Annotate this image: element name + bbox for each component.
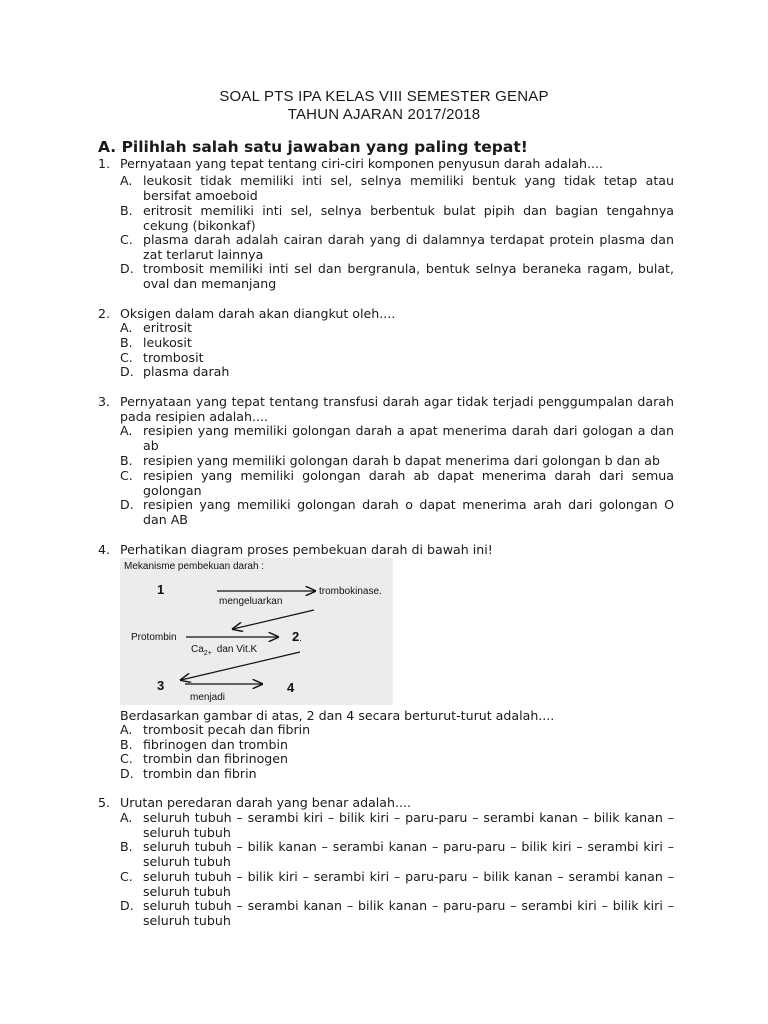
option-text: trombin dan fibrin <box>143 766 257 781</box>
arrow-4 <box>181 652 300 680</box>
option-letter: D. <box>120 261 134 276</box>
option-letter: C. <box>120 350 133 365</box>
diagram-label-protombin: Protombin <box>131 632 177 643</box>
diagram-label-2: 2. <box>292 629 302 644</box>
option-text: seluruh tubuh – serambi kiri – bilik kiri – paru-paru – serambi kanan – bilik kanan – seluruh tubuh <box>143 810 674 840</box>
option-letter: D. <box>120 898 134 913</box>
page-title-line1: SOAL PTS IPA KELAS VIII SEMESTER GENAP <box>219 88 549 105</box>
question-number: 4. <box>98 542 111 557</box>
option-letter: B. <box>120 737 133 752</box>
question-text: Pernyataan yang tepat tentang transfusi darah agar tidak terjadi penggumpalan darah pada resipien adalah.... <box>120 394 674 424</box>
question-number: 3. <box>98 394 111 409</box>
option-letter: C. <box>120 751 133 766</box>
diagram-svg <box>120 558 393 705</box>
option-letter: B. <box>120 335 133 350</box>
option-text: eritrosit memiliki inti sel, selnya berbentuk bulat pipih dan bagian tengahnya cekung (bikonkaf) <box>143 203 674 233</box>
option-letter: D. <box>120 497 134 512</box>
diagram-label-1: 1 <box>157 582 165 597</box>
option-text: plasma darah adalah cairan darah yang di dalamnya terdapat protein plasma dan zat terlarut lainnya <box>143 232 674 262</box>
question-text: Pernyataan yang tepat tentang ciri-ciri komponen penyusun darah adalah.... <box>120 156 604 171</box>
option-text: trombosit <box>143 350 204 365</box>
option-letter: C. <box>120 468 133 483</box>
question-number: 2. <box>98 306 111 321</box>
option-letter: B. <box>120 453 133 468</box>
question-followup-text: Berdasarkan gambar di atas, 2 dan 4 secara berturut-turut adalah.... <box>120 708 555 723</box>
option-text: trombin dan fibrinogen <box>143 751 289 766</box>
option-letter: B. <box>120 839 133 854</box>
page-title-line2: TAHUN AJARAN 2017/2018 <box>287 106 481 123</box>
option-letter: C. <box>120 232 133 247</box>
option-letter: C. <box>120 869 133 884</box>
option-letter: D. <box>120 766 134 781</box>
diagram-label-mengeluarkan: mengeluarkan <box>219 596 283 607</box>
option-letter: A. <box>120 423 133 438</box>
blood-clotting-diagram <box>120 558 393 705</box>
option-text: plasma darah <box>143 364 230 379</box>
option-letter: A. <box>120 320 133 335</box>
option-text: resipien yang memiliki golongan darah ab dapat menerima darah dari semua golongan <box>143 468 674 498</box>
question-text: Oksigen dalam darah akan diangkut oleh.... <box>120 306 396 321</box>
diagram-label-menjadi: menjadi <box>190 692 226 703</box>
diagram-label-3: 3 <box>157 678 165 693</box>
option-letter: A. <box>120 810 133 825</box>
option-text: resipien yang memiliki golongan darah a apat menerima darah dari gologan a dan ab <box>143 423 674 453</box>
question-text: Urutan peredaran darah yang benar adalah.... <box>120 795 412 810</box>
diagram-label-calcium: $Ca_{2+}$ dan Vit.K <box>191 644 258 657</box>
diagram-title: Mekanisme pembekuan darah : <box>124 561 265 572</box>
option-letter: A. <box>120 722 133 737</box>
option-letter: D. <box>120 364 134 379</box>
option-letter: A. <box>120 173 133 188</box>
diagram-label-trombokinase: trombokinase. <box>319 586 382 597</box>
option-letter: B. <box>120 203 133 218</box>
option-text: trombosit memiliki inti sel dan bergranula, bentuk selnya beraneka ragam, bulat, oval dan memanjang <box>143 261 674 291</box>
option-text: seluruh tubuh – bilik kanan – serambi kanan – paru-paru – bilik kiri – serambi kiri – seluruh tubuh <box>143 839 674 869</box>
diagram-label-4: 4 <box>287 680 295 695</box>
section-heading: A. Pilihlah salah satu jawaban yang paling tepat! <box>98 138 528 156</box>
option-text: trombosit pecah dan fibrin <box>143 722 311 737</box>
option-text: resipien yang memiliki golongan darah o dapat menerima arah dari golongan O dan AB <box>143 497 674 527</box>
option-text: seluruh tubuh – serambi kanan – bilik kanan – paru-paru – serambi kiri – bilik kiri – seluruh tubuh <box>143 898 674 928</box>
option-text: leukosit <box>143 335 192 350</box>
question-number: 1. <box>98 156 111 171</box>
question-text: Perhatikan diagram proses pembekuan darah di bawah ini! <box>120 542 493 557</box>
question-number: 5. <box>98 795 111 810</box>
option-text: fibrinogen dan trombin <box>143 737 289 752</box>
arrow-2 <box>233 610 314 629</box>
option-text: resipien yang memiliki golongan darah b dapat menerima dari golongan b dan ab <box>143 453 660 468</box>
option-text: eritrosit <box>143 320 192 335</box>
option-text: leukosit tidak memiliki inti sel, selnya memiliki bentuk yang tidak tetap atau bersifat amoeboid <box>143 173 674 203</box>
option-text: seluruh tubuh – bilik kiri – serambi kiri – paru-paru – bilik kanan – serambi kanan – seluruh tubuh <box>143 869 674 899</box>
